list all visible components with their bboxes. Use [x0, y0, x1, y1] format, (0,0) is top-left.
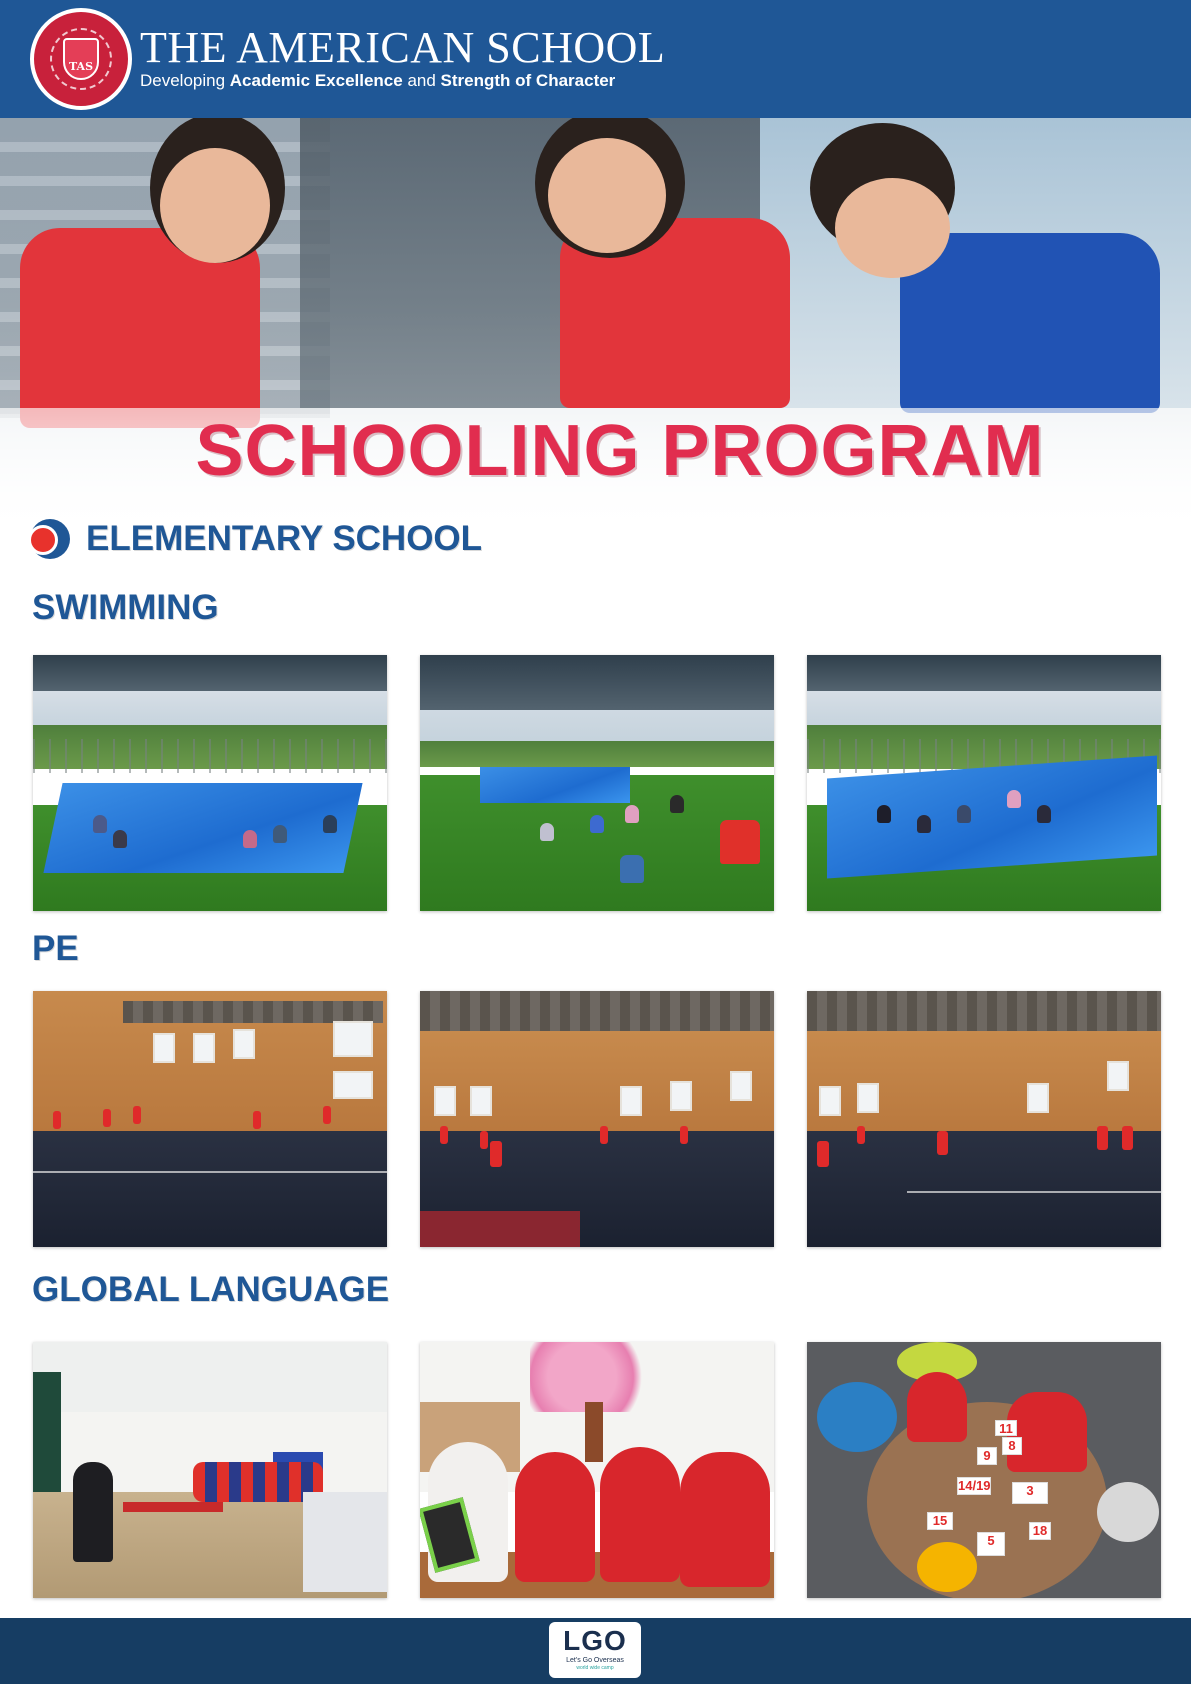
level-heading	[26, 516, 482, 562]
number-card: 9	[977, 1447, 997, 1465]
number-card: 11	[995, 1420, 1017, 1436]
section-title-global-language: GLOBAL LANGUAGE	[32, 1270, 390, 1309]
seal-shield: TAS	[63, 38, 99, 80]
language-photo-2	[420, 1342, 774, 1598]
tagline-mid: and	[402, 71, 441, 90]
language-photo-3	[807, 1342, 1161, 1598]
school-tagline	[140, 71, 615, 91]
swimming-photo-2	[420, 655, 774, 911]
tagline-academic: Academic Excellence	[229, 71, 403, 90]
language-photo-1	[33, 1342, 387, 1598]
number-card: 5	[977, 1532, 1005, 1556]
number-card: 18	[1029, 1522, 1051, 1540]
section-title-swimming: SWIMMING	[32, 588, 219, 627]
lgo-logo-subtitle: Let's Go Overseas	[566, 1657, 624, 1664]
header	[0, 0, 1191, 118]
number-card: 3	[1012, 1482, 1048, 1504]
section-title-pe: PE	[32, 929, 79, 968]
lgo-logo-tagline: world wide camp	[576, 1665, 614, 1671]
tagline-prefix: Developing	[140, 71, 230, 90]
number-card: 8	[1002, 1437, 1022, 1455]
school-name: THE AMERICAN SCHOOL	[140, 23, 666, 72]
lgo-logo-text: LGO	[563, 1625, 627, 1656]
swimming-photo-3	[807, 655, 1161, 911]
page-title: SCHOOLING PROGRAM	[195, 411, 1045, 491]
level-title: ELEMENTARY SCHOOL	[86, 519, 483, 558]
pe-photo-2	[420, 991, 774, 1247]
pe-photo-3	[807, 991, 1161, 1247]
swimming-photo-1	[33, 655, 387, 911]
pe-photo-1	[33, 991, 387, 1247]
school-seal-logo	[30, 8, 132, 110]
tagline-character: Strength of Character	[440, 71, 616, 90]
number-card: 15	[927, 1512, 953, 1530]
lgo-logo	[549, 1622, 641, 1678]
number-card: 14/19	[958, 1478, 991, 1493]
bullet-circle-icon	[26, 517, 70, 561]
